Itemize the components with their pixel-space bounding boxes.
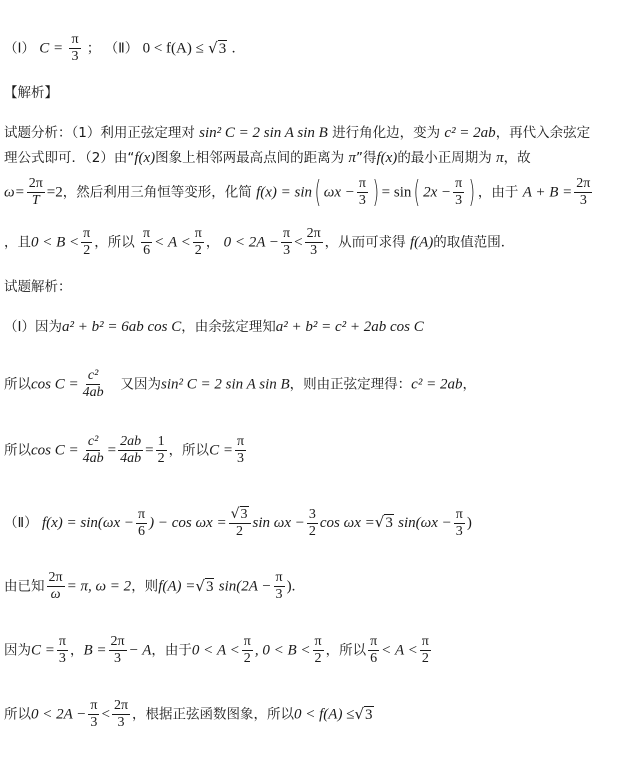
section-label: 【解析】 — [4, 85, 58, 101]
analysis-line-2: 理公式即可．（2）由“f(x)图象上相邻两最高点间的距离为 π”得f(x)的最小正周期为 π，故 — [4, 150, 531, 166]
solution-line-6: 因为C = $\frac{\pi}{3}$ ，B = $\frac{2\pi}{3}$ − A，由于0 < A < $\frac{\pi}{2}$ , 0 < B < $\frac{\pi}{2}$ ，所以 $\frac{\pi}{6}$ < A < $\frac{\pi}{2}$ — [4, 634, 429, 666]
solution-line-2: 所以cos C = $\frac{\text{c²}}{4ab}$ 又因为sin² C = 2 sin A sin B，则由正弦定理得：c² = 2ab， — [4, 368, 476, 400]
solution-line-4: （Ⅱ） f(x) = sin(ωx − $\frac{\pi}{6}$ ) − cos ωx = $\frac{√3}{2}$ sin ωx − $\frac{3}{2}$ cos ωx =√3 sin(ωx − $\frac{\pi}{3}$ ) — [4, 506, 472, 539]
answer-range-expr: 0 < f(A) ≤ — [142, 40, 204, 57]
sqrt: √3 — [208, 38, 227, 57]
answer-c-expr: C = — [39, 40, 64, 57]
answer-line: （Ⅰ） C = $\frac{\pi}{3}$ ； （Ⅱ） 0 < f(A) ≤ √3 ． — [4, 32, 246, 64]
solution-line-3: 所以cos C = $\frac{\text{c²}}{4ab}$ = $\frac{2ab}{4ab}$ = $\frac{1}{2}$ ，所以C = $\frac{\pi}{3}$ — [4, 434, 245, 466]
solution-line-1: （Ⅰ）因为a² + b² = 6ab cos C，由余弦定理知a² + b² = c² + 2ab cos C — [4, 319, 424, 335]
solution-line-5: 由已知 $\frac{2\pi}{\omega}$ = π, ω = 2，则f(A) =√3 sin(2A − $\frac{\pi}{3}$ ). — [4, 570, 296, 602]
fraction: $\frac{\pi}{3}$ — [71, 32, 79, 64]
part1-label: （Ⅰ） — [4, 40, 35, 57]
part2-label: （Ⅱ） — [104, 40, 139, 57]
analysis-line-1: 试题分析：（1）利用正弦定理对 sin² C = 2 sin A sin B 进行角化边，变为 c² = 2ab，再代入余弦定 — [4, 125, 591, 141]
analysis-line-3: ω= $\frac{2\pi}{T}$ =2，然后利用三角恒等变形，化简 f(x) = sin( ωx − $\frac{\pi}{3}$ ) = sin( 2x − $\frac{\pi}{3}$ ) ，由于 A + B = $\frac{2\pi}{3}$ — [4, 174, 591, 210]
solution-line-7: 所以0 < 2A − $\frac{\pi}{3}$ < $\frac{2\pi}{3}$ ，根据正弦函数图象，所以0 < f(A) ≤√3 — [4, 698, 373, 730]
analysis-line-4: ，且0 < B < $\frac{\pi}{2}$ ，所以 $\frac{\pi}{6}$ < A < $\frac{\pi}{2}$ ， 0 < 2A − $\frac{\pi}{3}$ < $\frac{2\pi}{3}$ ，从而可求得 f(A)的取值范围． — [4, 226, 515, 258]
solution-label: 试题解析： — [4, 279, 72, 295]
